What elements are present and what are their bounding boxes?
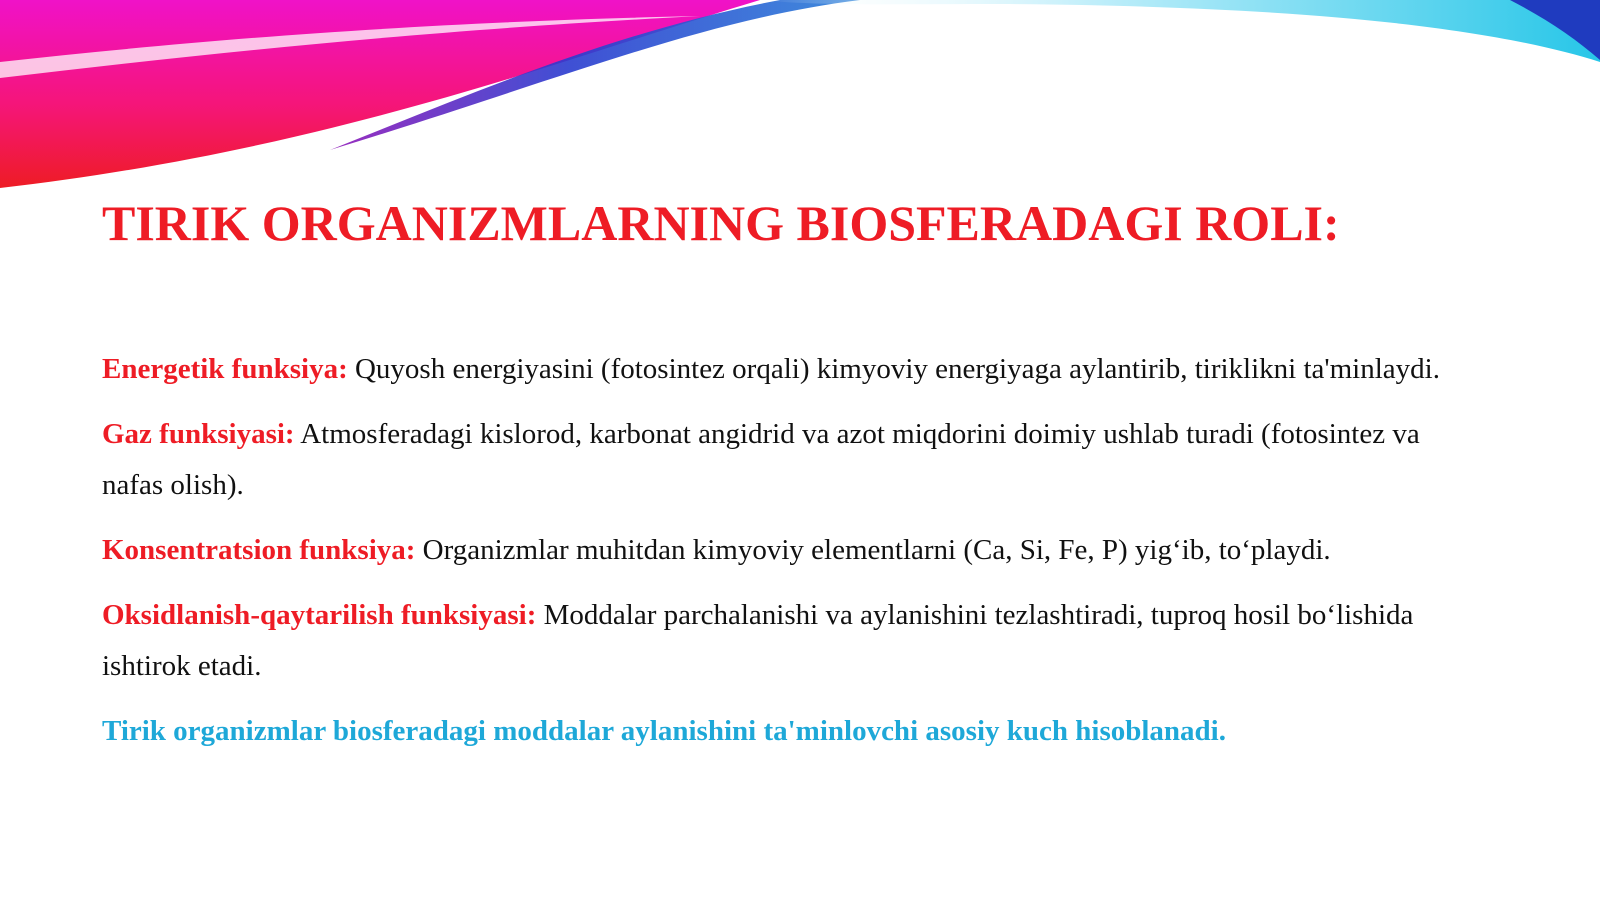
function-term: Energetik funksiya:	[102, 353, 348, 385]
decorative-ribbon	[0, 0, 1600, 200]
slide-content	[102, 344, 1482, 757]
function-item-redox	[102, 590, 1482, 692]
function-description: Atmosferadagi kislorod, karbonat angidrid va azot miqdorini doimiy ushlab turadi (fotosintez va nafas olish).	[102, 418, 1420, 501]
slide-title: TIRIK ORGANIZMLARNING BIOSFERADAGI ROLI:	[102, 195, 1340, 251]
function-item-concentration	[102, 525, 1482, 576]
function-term: Gaz funksiyasi:	[102, 418, 295, 450]
function-description: Organizmlar muhitdan kimyoviy elementlarni (Ca, Si, Fe, P) yig‘ib, to‘playdi.	[422, 534, 1331, 566]
function-description: Moddalar parchalanishi va aylanishini tezlashtiradi, tuproq hosil bo‘lishida ishtirok etadi.	[102, 599, 1414, 682]
function-item-gas	[102, 409, 1482, 511]
function-item-energetic	[102, 344, 1482, 395]
function-term: Oksidlanish-qaytarilish funksiyasi:	[102, 599, 537, 631]
ribbon-cyan-band	[760, 0, 1600, 62]
conclusion-text: Tirik organizmlar biosferadagi moddalar aylanishini ta'minlovchi asosiy kuch hisoblanadi.	[102, 715, 1226, 747]
function-term: Konsentratsion funksiya:	[102, 534, 416, 566]
function-description: Quyosh energiyasini (fotosintez orqali) kimyoviy energiyaga aylantirib, tiriklikni ta'minlaydi.	[354, 353, 1440, 385]
ribbon-left-wedge	[0, 0, 760, 188]
